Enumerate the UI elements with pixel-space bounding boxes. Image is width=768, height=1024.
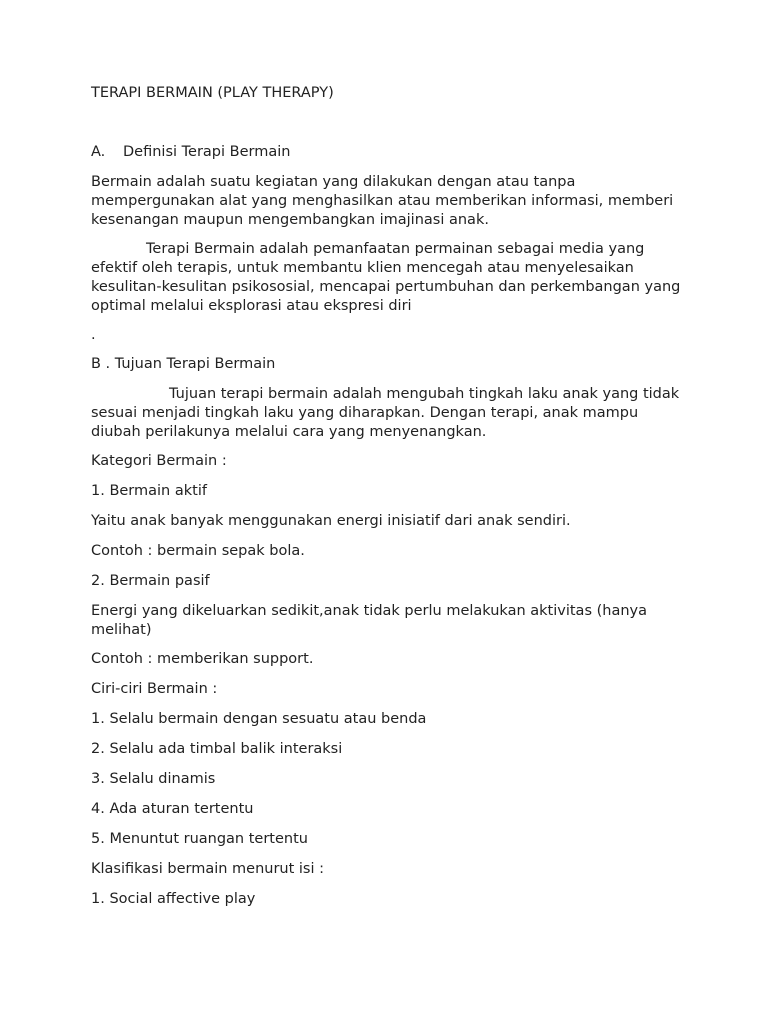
section-a-number: A. (91, 144, 106, 160)
klasifikasi-item: 1. Social affective play (91, 891, 256, 907)
section-a-heading (91, 143, 681, 162)
paragraph-definition-bermain: Bermain adalah suatu kegiatan yang dilakukan dengan atau tanpa mempergunakan alat yang menghasilkan atau memberikan informasi, memberi kesenangan maupun mengembangkan imajinasi anak. (91, 174, 674, 228)
kategori-item-pasif: 2. Bermain pasif (91, 573, 210, 589)
kategori-aktif-example: Contoh : bermain sepak bola. (91, 543, 305, 559)
klasifikasi-heading: Klasifikasi bermain menurut isi : (91, 861, 325, 877)
kategori-item-aktif: 1. Bermain aktif (91, 483, 207, 499)
paragraph-definition-terapi: Terapi Bermain adalah pemanfaatan permainan sebagai media yang efektif oleh terapis, untuk membantu klien mencegah atau menyelesaikan kesulitan-kesulitan psikososial, mencapai pertumbuhan dan perkembangan yang optimal melalui eksplorasi atau ekspresi diri (91, 241, 681, 314)
document-title: TERAPI BERMAIN (PLAY THERAPY) (91, 85, 334, 101)
section-b-heading: B . Tujuan Terapi Bermain (91, 356, 276, 372)
ciri-item: 5. Menuntut ruangan tertentu (91, 831, 308, 847)
kategori-pasif-description: Energi yang dikeluarkan sedikit,anak tidak perlu melakukan aktivitas (hanya melihat) (91, 603, 647, 638)
kategori-aktif-description: Yaitu anak banyak menggunakan energi inisiatif dari anak sendiri. (91, 513, 571, 529)
kategori-pasif-example: Contoh : memberikan support. (91, 651, 314, 667)
ciri-item: 2. Selalu ada timbal balik interaksi (91, 741, 343, 757)
ciri-item: 1. Selalu bermain dengan sesuatu atau benda (91, 711, 427, 727)
paragraph-tujuan: Tujuan terapi bermain adalah mengubah tingkah laku anak yang tidak sesuai menjadi tingkah laku yang diharapkan. Dengan terapi, anak mampu diubah perilakunya melalui cara yang menyenangkan. (91, 386, 680, 440)
ciri-heading: Ciri-ciri Bermain : (91, 681, 218, 697)
ciri-item: 4. Ada aturan tertentu (91, 801, 254, 817)
ciri-item: 3. Selalu dinamis (91, 771, 216, 787)
stray-dot: . (91, 327, 96, 343)
document-body (91, 84, 681, 920)
kategori-heading: Kategori Bermain : (91, 453, 227, 469)
section-a-title: Definisi Terapi Bermain (123, 144, 291, 160)
